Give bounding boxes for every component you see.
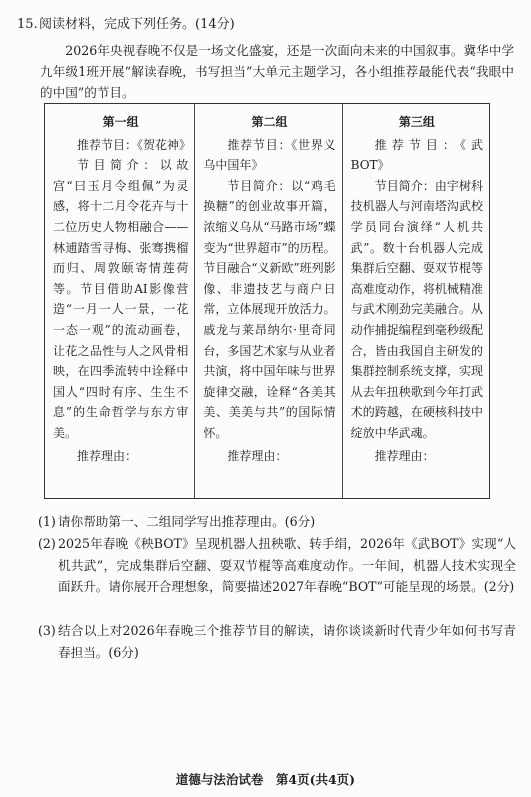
- group-1-intro: 节目简介：以故宫“曰玉月令组佩”为灵感，将十二月令花卉与十二位历史人物相融合——林逋踏雪寻梅、张骞携榴而归、周敦颐寄情莲荷等。节目借助AI影像营造“一月一人一景，一花一态一观”的流动画卷，让花之品性与人之风骨相映，在四季流转中诠释中国人“四时有序、生生不息”的生命哲学与东方审美。: [53, 158, 189, 440]
- task-1-number: (1): [38, 514, 56, 529]
- group-3-name: 第三组: [398, 115, 435, 129]
- task-3-number: (3): [38, 623, 56, 638]
- question-title: 阅读材料，完成下列任务。(14分): [39, 17, 235, 32]
- group-2-name: 第二组: [251, 115, 288, 129]
- group-1-reason-label: 推荐理由：: [77, 448, 138, 463]
- task-2: [38, 533, 516, 598]
- group-3-column: [342, 104, 489, 498]
- program-table: [44, 103, 490, 499]
- group-2-column: [194, 104, 341, 498]
- question-header: [17, 16, 235, 34]
- group-2-program: 推荐节目：《世界义乌中国年》: [203, 137, 336, 173]
- task-1: [38, 511, 516, 533]
- group-2-reason-label: 推荐理由：: [227, 448, 288, 463]
- task-1-text: 请你帮助第一、二组同学写出推荐理由。(6分): [58, 514, 316, 529]
- group-1-program: 推荐节目：《贺花神》: [77, 137, 192, 152]
- task-2-number: (2): [38, 536, 56, 551]
- question-intro: 2026年央视春晚不仅是一场文化盛宴，还是一次面向未来的中国叙事。冀华中学九年级1班开展“解读春晚，书写担当”大单元主题学习，各小组推荐最能代表“我眼中的中国”的节目。: [40, 43, 514, 100]
- group-1-name: 第一组: [102, 115, 139, 129]
- group-3-reason-label: 推荐理由：: [374, 448, 435, 463]
- task-2-text: 2025年春晚《秧BOT》呈现机器人扭秧歌、转手绢，2026年《武BOT》实现“人机共武”，完成集群后空翻、耍双节棍等高难度动作。一年间，机器人技术实现全面跃升。请你展开合理想象，简要描述2027年春晚“BOT”可能呈现的场景。(2分): [58, 536, 516, 594]
- group-1-column: [45, 104, 194, 498]
- task-3-text: 结合以上对2026年春晚三个推荐节目的解读，请你谈谈新时代青少年如何书写青春担当。(6分): [58, 623, 516, 660]
- question-number: 15.: [17, 17, 38, 32]
- group-2-intro: 节目简介：以“鸡毛换糖”的创业故事开篇，浓缩义乌从“马路市场”蝶变为“世界超市”的历程。节目融合“义新欧”班列影像、非遗技艺与商户日常，立体展现开放活力。戚龙与莱昂纳尔·里奇同台，多国艺术家与从业者共演，将中国年味与世界旋律交融，诠释“各美其美、美美与共”的国际情怀。: [203, 178, 336, 440]
- group-3-intro: 节目简介：由宇树科技机器人与河南塔沟武校学员同台演绎“人机共武”。数十台机器人完成集群后空翻、耍双节棍等高难度动作，将机械精准与武术刚劲完美融合。从动作捕捉编程到毫秒级配合，皆由我国自主研发的集群控制系统支撑，实现从去年扭秧歌到今年打武术的跨越，在硬核科技中绽放中华武魂。: [350, 178, 484, 440]
- group-3-program: 推荐节目：《武BOT》: [350, 137, 484, 173]
- page-footer: 道德与法治试卷 第4页(共4页): [175, 772, 356, 787]
- task-3: [38, 620, 516, 663]
